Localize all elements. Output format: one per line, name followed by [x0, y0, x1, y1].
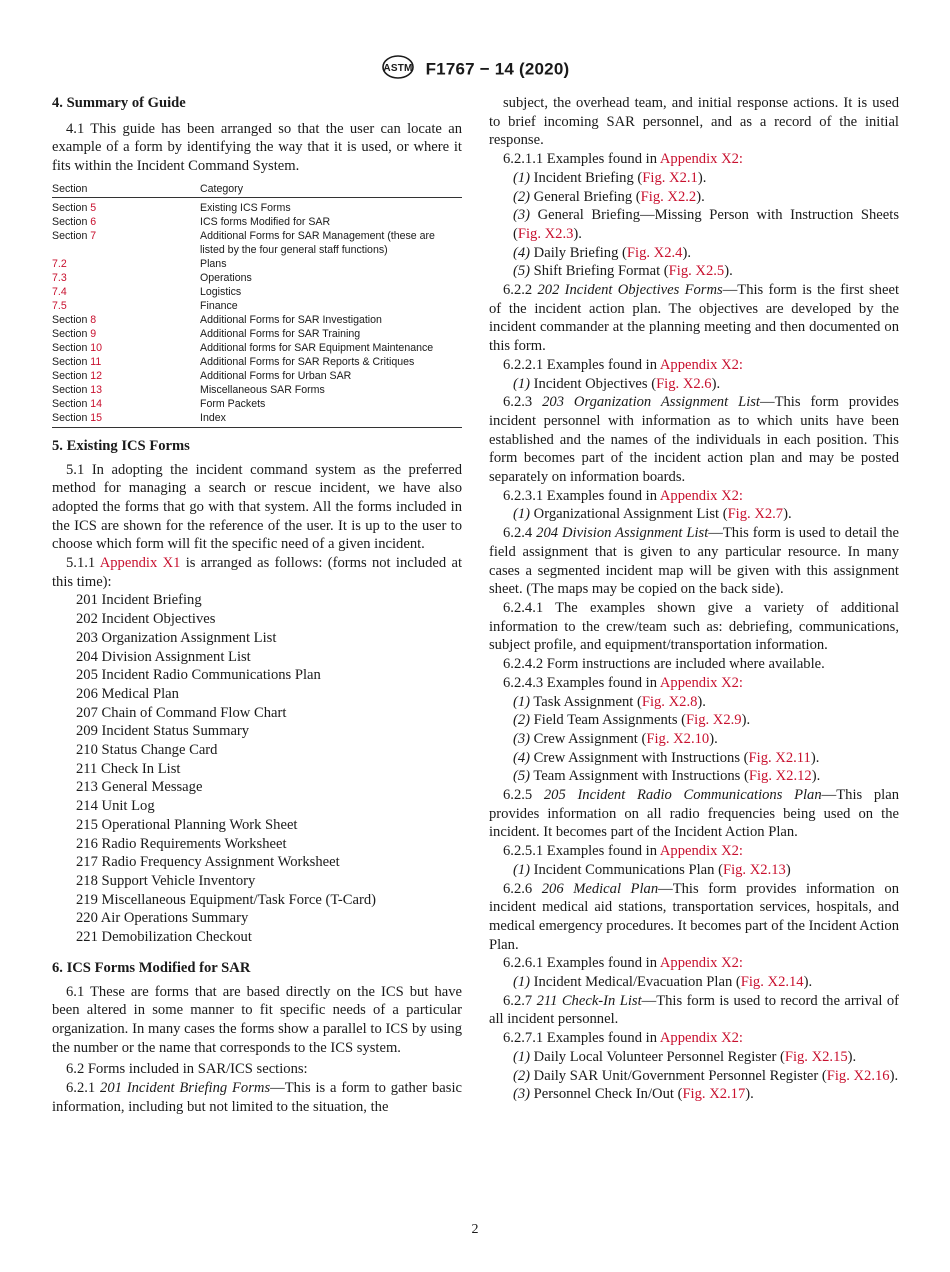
appendix-x2-link[interactable]: Appendix X2 [659, 674, 739, 691]
table-cell-section: Section 8 [52, 313, 97, 326]
figure-link[interactable]: Fig. X2.17 [682, 1086, 746, 1103]
table-row [52, 197, 462, 215]
appendix-x2-link[interactable]: Appendix X2 [659, 843, 739, 860]
table-header-category: Category [200, 182, 462, 198]
table-row [52, 327, 462, 341]
example-item: (2) Field Team Assignments (Fig. X2.9). [513, 712, 751, 729]
paragraph-6-2-4-1: 6.2.4.1 The examples shown give a variety of additional information to the crew/team such as: debriefing, communications, subject profile, and equipment/transportation information. [489, 599, 899, 654]
table-row [52, 215, 462, 229]
page-number: 2 [471, 1222, 479, 1237]
table-cell-section: Section 6 [52, 215, 97, 228]
table-row [52, 341, 462, 355]
table-row [52, 355, 462, 369]
section-link[interactable]: 7.2 [52, 257, 67, 270]
table-row [52, 411, 462, 428]
table-cell-section: Section 11 [52, 355, 102, 368]
paragraph-6-2-4-3: 6.2.4.3 Examples found in Appendix X2: [503, 674, 743, 691]
figure-link[interactable]: Fig. X2.3 [517, 225, 574, 242]
table-body [52, 197, 462, 427]
section-5-heading: 5. Existing ICS Forms [52, 437, 190, 454]
paragraph-6-2-1-continued: subject, the overhead team, and initial response actions. It is used to brief incoming SAR personnel, and as a record of the initial response. [489, 95, 899, 149]
paragraph-6-2-7-1: 6.2.7.1 Examples found in Appendix X2: [503, 1030, 743, 1047]
section-link[interactable]: 15 [90, 411, 103, 424]
paragraph-6-2-1: 6.2.1 201 Incident Briefing Forms—This is a form to gather basic information, including but not limited to the situation, the [52, 1080, 462, 1115]
figure-link[interactable]: Fig. X2.11 [748, 749, 811, 766]
left-column [52, 94, 462, 1116]
list-item: 207 Chain of Command Flow Chart [76, 704, 287, 721]
table-cell-section: Section 9 [52, 327, 97, 340]
table-cell-category: Existing ICS Forms [200, 201, 291, 214]
paragraph-6-2: 6.2 Forms included in SAR/ICS sections: [66, 1061, 308, 1078]
paragraph-6-2-3-1: 6.2.3.1 Examples found in Appendix X2: [503, 487, 743, 504]
right-column [489, 94, 899, 1104]
table-cell-section [52, 285, 200, 299]
table-cell-category: Additional Forms for SAR Training [200, 327, 361, 340]
table-row [52, 285, 462, 299]
appendix-x2-link[interactable]: Appendix X2 [659, 955, 739, 972]
paragraph-6-2-7: 6.2.7 211 Check-In List—This form is used to record the arrival of all incident personnel. [489, 992, 899, 1028]
table-row [52, 383, 462, 397]
paragraph-4-1: 4.1 This guide has been arranged so that the user can locate an example of a form by identifying the way that it is used, or where it fits within the Incident Command System. [52, 120, 462, 175]
example-item: (1) Incident Briefing (Fig. X2.1). [513, 169, 707, 186]
table-cell-section: Section 5 [52, 201, 97, 214]
table-cell-section: Section 13 [52, 383, 103, 396]
table-cell-category: Form Packets [200, 397, 266, 410]
table-header-section: Section [52, 182, 200, 198]
list-item: 211 Check In List [76, 760, 181, 777]
example-item: (3) Crew Assignment (Fig. X2.10). [513, 730, 718, 747]
ics-forms-list [52, 591, 462, 946]
example-item: (1) Incident Medical/Evacuation Plan (Fig. X2.14). [513, 974, 813, 991]
appendix-x2-link[interactable]: Appendix X2 [659, 151, 739, 168]
paragraph-6-2-4-2: 6.2.4.2 Form instructions are included where available. [503, 656, 825, 673]
paragraph-6-2-4: 6.2.4 204 Division Assignment List—This form is used to detail the field assignment that is given to any particular resource. In many cases a segmented incident map will be given with this assignment sheet. (The maps may be copied on the back side). [489, 525, 899, 598]
example-item: (2) Daily SAR Unit/Government Personnel Register (Fig. X2.16). [513, 1067, 899, 1084]
paragraph-6-1: 6.1 These are forms that are based directly on the ICS but have been altered in some manner to fit specific needs of a particular organization. In many cases the forms show a parallel to ICS by using the number or the name that corresponds to the ICS system. [52, 983, 462, 1056]
example-item: (1) Incident Objectives (Fig. X2.6). [513, 375, 721, 392]
table-cell-category: Finance [200, 299, 238, 312]
table-row [52, 313, 462, 327]
document-designation: F1767 − 14 (2020) [425, 59, 570, 79]
table-row [52, 397, 462, 411]
table-cell-category: Logistics [200, 285, 242, 298]
figure-link[interactable]: Fig. X2.2 [640, 188, 697, 205]
paragraph-6-2-6-1: 6.2.6.1 Examples found in Appendix X2: [503, 955, 743, 972]
section-link[interactable]: 11 [90, 355, 102, 368]
list-item: 213 General Message [76, 779, 203, 796]
table-cell-section [52, 271, 200, 285]
figure-link[interactable]: Fig. X2.8 [641, 693, 698, 710]
appendix-x1-link[interactable]: Appendix X1 [99, 555, 181, 572]
table-cell-category: ICS forms Modified for SAR [200, 215, 331, 228]
svg-text:ASTM: ASTM [383, 63, 413, 74]
list-item: 215 Operational Planning Work Sheet [76, 816, 298, 833]
section-link[interactable]: 6 [90, 215, 97, 228]
table-cell-section: Section 12 [52, 369, 103, 382]
example-item: (1) Task Assignment (Fig. X2.8). [513, 693, 706, 710]
paragraph-6-2-2-1: 6.2.2.1 Examples found in Appendix X2: [503, 356, 743, 373]
list-item: 214 Unit Log [76, 798, 155, 815]
table-cell-category: Additional Forms for SAR Management (these are listed by the four general staff functions) [200, 229, 435, 256]
list-item: 210 Status Change Card [76, 742, 218, 759]
right-flow [489, 94, 899, 1104]
section-link[interactable]: 7.5 [52, 299, 67, 312]
table-cell-section [52, 299, 200, 313]
figure-link[interactable]: Fig. X2.15 [784, 1048, 848, 1065]
table-cell-section: Section 15 [52, 411, 200, 428]
figure-link[interactable]: Fig. X2.4 [626, 244, 683, 261]
section-link[interactable]: 8 [90, 313, 97, 326]
table-row [52, 369, 462, 383]
table-cell-category: Additional forms for SAR Equipment Maintenance [200, 341, 434, 354]
list-item: 206 Medical Plan [76, 685, 179, 702]
figure-link[interactable]: Fig. X2.10 [646, 730, 710, 747]
figure-link[interactable]: Fig. X2.13 [722, 861, 786, 878]
figure-link[interactable]: Fig. X2.5 [668, 263, 725, 280]
section-link[interactable]: 12 [90, 369, 103, 382]
table-row [52, 229, 462, 257]
table-row [52, 299, 462, 313]
example-item: (1) Daily Local Volunteer Personnel Register (Fig. X2.15). [513, 1048, 857, 1065]
table-row [52, 257, 462, 271]
figure-link[interactable]: Fig. X2.16 [826, 1067, 890, 1084]
table-cell-category: Operations [200, 271, 252, 284]
figure-link[interactable]: Fig. X2.9 [686, 712, 742, 729]
paragraph-6-2-5-1: 6.2.5.1 Examples found in Appendix X2: [503, 843, 743, 860]
example-item: (3) Personnel Check In/Out (Fig. X2.17). [513, 1086, 754, 1103]
list-item: 201 Incident Briefing [76, 592, 202, 609]
table-cell-category: Additional Forms for Urban SAR [200, 369, 352, 382]
section-link[interactable]: 7.4 [52, 285, 67, 298]
figure-link[interactable]: Fig. X2.12 [748, 768, 812, 785]
table-cell-category: Additional Forms for SAR Reports & Critiques [200, 355, 415, 368]
table-cell-section: Section 7 [52, 229, 97, 242]
paragraph-5-1: 5.1 In adopting the incident command system as the preferred method for managing a search or rescue incident, we have also adopted the forms that go with that system. All the forms included in the ICS are shown for the reference of the user. It is up to the user to choose which form will fit the specific need of a given incident. [52, 461, 462, 553]
section-link[interactable]: 14 [90, 397, 103, 410]
list-item: 209 Incident Status Summary [76, 723, 250, 740]
paragraph-6-2-3: 6.2.3 203 Organization Assignment List—This form provides incident personnel with information as to which units have been established and the names of the individuals in each position. This form becomes part of the incident action plan and may be posted separately on information boards. [489, 394, 899, 486]
paragraph-6-2-1-1: 6.2.1.1 Examples found in Appendix X2: [503, 151, 743, 168]
list-item: 218 Support Vehicle Inventory [76, 872, 256, 889]
table-cell-section: Section 14 [52, 397, 103, 410]
list-item: 217 Radio Frequency Assignment Worksheet [76, 854, 340, 871]
paragraph-6-2-2: 6.2.2 202 Incident Objectives Forms—This form is the first sheet of the incident action plan. The objectives are developed by the incident commander at the planning meeting and then documented on this form. [489, 282, 899, 355]
example-item: (3) General Briefing—Missing Person with Instruction Sheets (Fig. X2.3). [513, 207, 899, 242]
figure-link[interactable]: Fig. X2.6 [656, 375, 712, 392]
table-cell-category: Additional Forms for SAR Investigation [200, 313, 382, 326]
section-link[interactable]: 7.3 [52, 271, 67, 284]
list-item: 204 Division Assignment List [76, 648, 251, 665]
appendix-x2-link[interactable]: Appendix X2 [659, 487, 739, 504]
table-cell-category: Plans [200, 257, 227, 270]
figure-link[interactable]: Fig. X2.14 [740, 974, 804, 991]
paragraph-6-2-5: 6.2.5 205 Incident Radio Communications Plan—This plan provides information on all radio frequencies being used on the incident. It becomes part of the Incident Action Plan. [489, 787, 899, 841]
paragraph-5-1-1: 5.1.1 Appendix X1 is arranged as follows: (forms not included at this time): [52, 555, 463, 590]
figure-link[interactable]: Fig. X2.1 [642, 169, 698, 186]
table-cell-category: Index [200, 411, 462, 428]
list-item: 202 Incident Objectives [76, 611, 216, 628]
example-item: (4) Crew Assignment with Instructions (Fig. X2.11). [513, 749, 820, 766]
appendix-x2-link[interactable]: Appendix X2 [659, 356, 739, 373]
section-6-heading: 6. ICS Forms Modified for SAR [52, 959, 251, 976]
paragraph-6-2-6: 6.2.6 206 Medical Plan—This form provides information on incident medical aid stations, transportation services, hospitals, and medical emergency procedures. It becomes part of the Incident Action Plan. [489, 880, 899, 953]
example-item: (2) General Briefing (Fig. X2.2). [513, 188, 705, 205]
table-cell-section [52, 257, 200, 271]
astm-logo-icon [381, 54, 415, 85]
example-item: (4) Daily Briefing (Fig. X2.4). [513, 244, 691, 261]
list-item: 220 Air Operations Summary [76, 910, 249, 927]
figure-link[interactable]: Fig. X2.7 [727, 506, 784, 523]
section-link[interactable]: 5 [90, 201, 97, 214]
section-link[interactable]: 13 [90, 383, 103, 396]
list-item: 205 Incident Radio Communications Plan [76, 667, 321, 684]
table-cell-category: Miscellaneous SAR Forms [200, 383, 325, 396]
list-item: 203 Organization Assignment List [76, 629, 277, 646]
example-item: (1) Incident Communications Plan (Fig. X2.13) [513, 861, 791, 878]
list-item: 221 Demobilization Checkout [76, 929, 252, 946]
section-category-table [52, 182, 462, 428]
table-cell-section: Section 10 [52, 341, 103, 354]
section-link[interactable]: 9 [90, 327, 97, 340]
appendix-x2-link[interactable]: Appendix X2 [659, 1030, 739, 1047]
section-4-heading: 4. Summary of Guide [52, 95, 186, 111]
example-item: (1) Organizational Assignment List (Fig. X2.7). [513, 506, 792, 523]
example-item: (5) Team Assignment with Instructions (Fig. X2.12). [513, 768, 821, 785]
section-link[interactable]: 7 [90, 229, 97, 242]
list-item: 219 Miscellaneous Equipment/Task Force (T-Card) [76, 891, 376, 908]
example-item: (5) Shift Briefing Format (Fig. X2.5). [513, 263, 733, 280]
section-link[interactable]: 10 [90, 341, 103, 354]
table-row [52, 271, 462, 285]
page-header [0, 54, 950, 85]
list-item: 216 Radio Requirements Worksheet [76, 835, 287, 852]
